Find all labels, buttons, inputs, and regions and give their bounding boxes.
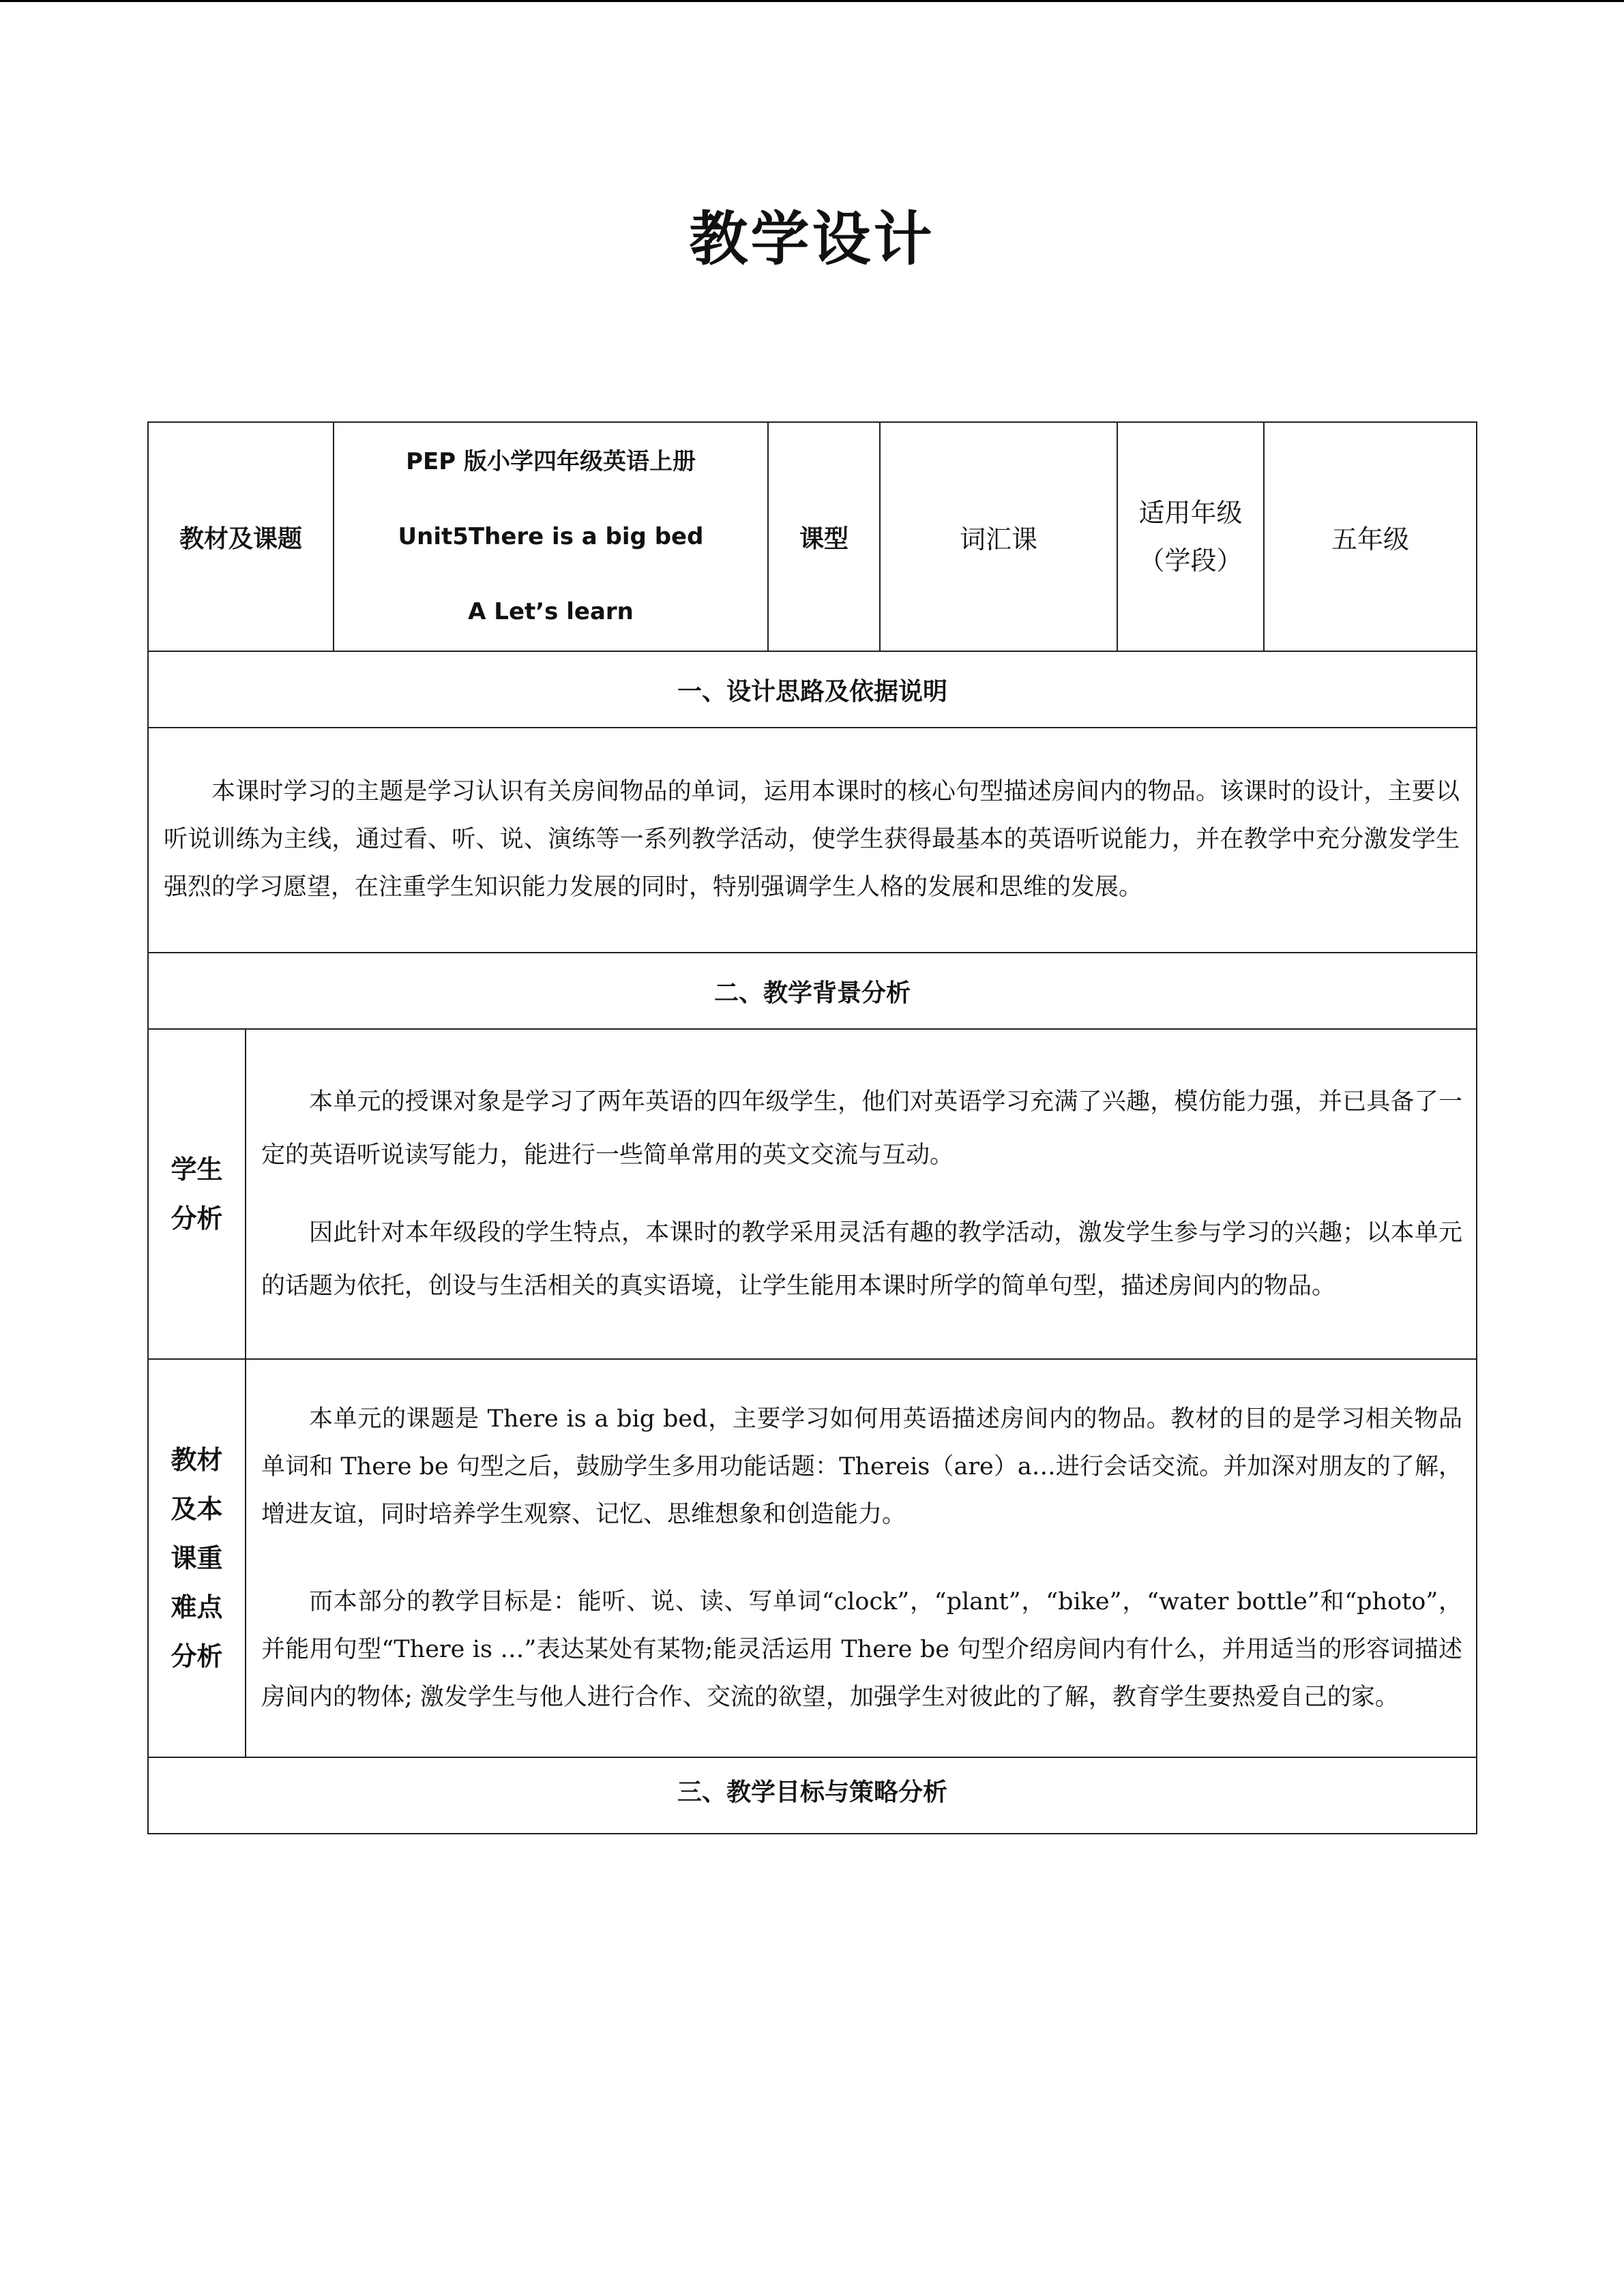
material-label: 教材及课题 [179, 524, 303, 553]
section3-heading: 三、教学目标与策略分析 [677, 1778, 948, 1806]
grade-label-line-1: 适用年级 [1138, 498, 1243, 528]
material-analysis-label-4: 难点 [171, 1592, 223, 1622]
lesson-type-value: 词汇课 [960, 524, 1038, 554]
material-analysis-para-1: 本单元的课题是 There is a big bed，主要学习如何用英语描述房间内的物品。教材的目的是学习相关物品单词和 There be 句型之后，鼓励学生多用功能话题：Thereis（are）a…进行会话交流。并加深对朋友的了解，增进友谊，同时培养学生观察、记忆、思维想象和创造能力。 [261, 1405, 1463, 1528]
course-line-1: PEP 版小学四年级英语上册 [406, 448, 696, 475]
material-analysis-label-5: 分析 [171, 1641, 223, 1671]
material-analysis-label-3: 课重 [171, 1543, 223, 1573]
section3-heading-cell [148, 1757, 1477, 1834]
material-analysis-content-cell [246, 1359, 1477, 1757]
student-analysis-label-cell [148, 1029, 246, 1359]
student-analysis-label-1: 学生 [171, 1154, 223, 1184]
section2-heading-row [148, 953, 1477, 1029]
student-analysis-para-1: 本单元的授课对象是学习了两年英语的四年级学生，他们对英语学习充满了兴趣，模仿能力强，并已具备了一定的英语听说读写能力，能进行一些简单常用的英文交流与互动。 [261, 1088, 1463, 1169]
section1-heading-row [148, 651, 1477, 728]
grade-label-cell [1117, 422, 1264, 651]
grade-label-line-2: （学段） [1138, 546, 1243, 576]
lesson-type-label-cell [768, 422, 880, 651]
material-analysis-label-2: 及本 [171, 1494, 223, 1524]
material-analysis-para-2: 而本部分的教学目标是：能听、说、读、写单词“clock”，“plant”，“bike”，“water bottle”和“photo”，并能用句型“There is …”表达某处有某物;能灵活运用 There be 句型介绍房间内有什么，并用适当的形容词描述房间内的物体; 激发学生与他人进行合作、交流的欲望，加强学生对彼此的了解，教育学生要热爱自己的家。 [261, 1588, 1463, 1711]
course-line-2: Unit5There is a big bed [398, 523, 704, 550]
section1-body-cell [148, 728, 1477, 953]
material-analysis-label-1: 教材 [171, 1445, 223, 1475]
document-title: 教学设计 [689, 205, 935, 273]
header-row [148, 422, 1477, 651]
top-border-line [0, 0, 1624, 2]
section1-body-row [148, 728, 1477, 953]
grade-value: 五年级 [1331, 524, 1410, 554]
grade-value-cell [1264, 422, 1477, 651]
material-label-cell [148, 422, 334, 651]
student-analysis-para-2: 因此针对本年级段的学生特点，本课时的教学采用灵活有趣的教学活动，激发学生参与学习的兴趣；以本单元的话题为依托，创设与生活相关的真实语境，让学生能用本课时所学的简单句型，描述房间内的物品。 [261, 1219, 1463, 1300]
material-analysis-label-cell [148, 1359, 246, 1757]
lesson-plan-table [147, 421, 1477, 1834]
section3-heading-row [148, 1757, 1477, 1834]
material-analysis-row [148, 1359, 1477, 1757]
lesson-type-value-cell [880, 422, 1117, 651]
student-analysis-row [148, 1029, 1477, 1359]
course-cell [334, 422, 768, 651]
section1-heading: 一、设计思路及依据说明 [677, 677, 948, 706]
lesson-type-label: 课型 [799, 524, 849, 553]
section2-heading-cell [148, 953, 1477, 1029]
section1-heading-cell [148, 651, 1477, 728]
section2-heading: 二、教学背景分析 [714, 979, 911, 1007]
section1-body: 本课时学习的主题是学习认识有关房间物品的单词，运用本课时的核心句型描述房间内的物品。该课时的设计，主要以听说训练为主线，通过看、听、说、演练等一系列教学活动，使学生获得最基本的英语听说能力，并在教学中充分激发学生强烈的学习愿望，在注重学生知识能力发展的同时，特别强调学生人格的发展和思维的发展。 [164, 778, 1460, 901]
course-line-3: A Let’s learn [468, 598, 634, 625]
student-analysis-label-2: 分析 [171, 1204, 223, 1234]
student-analysis-content-cell [246, 1029, 1477, 1359]
